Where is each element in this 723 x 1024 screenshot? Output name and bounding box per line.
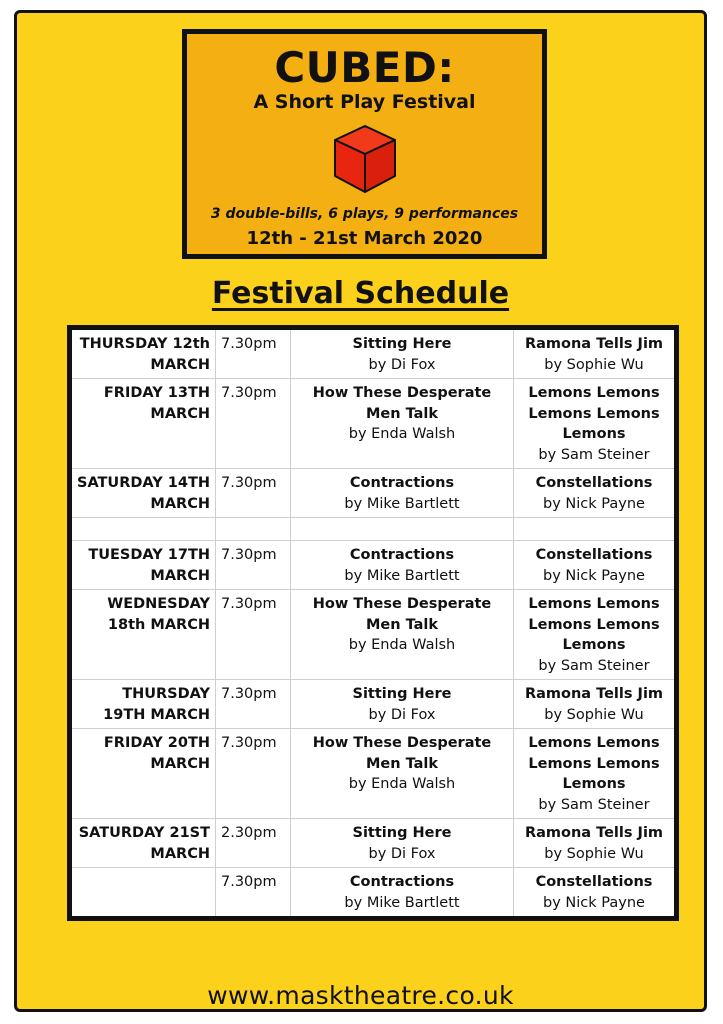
play-title: Contractions bbox=[349, 874, 455, 890]
play-title: Sitting Here bbox=[352, 686, 452, 702]
play-title: Constellations bbox=[535, 475, 653, 491]
day-cell: WEDNESDAY 18th MARCH bbox=[72, 590, 216, 680]
time-cell: 7.30pm bbox=[216, 868, 291, 917]
schedule-heading: Festival Schedule bbox=[211, 276, 510, 311]
day-cell bbox=[72, 518, 216, 541]
time-cell bbox=[216, 518, 291, 541]
play2-cell bbox=[514, 729, 675, 819]
play-author: by Sam Steiner bbox=[538, 657, 650, 674]
play1-cell bbox=[291, 680, 514, 729]
title-box bbox=[182, 29, 547, 259]
schedule-table bbox=[67, 325, 679, 921]
play1-cell bbox=[291, 518, 514, 541]
play-title: Sitting Here bbox=[352, 825, 452, 841]
day-cell: SATURDAY 14TH MARCH bbox=[72, 469, 216, 518]
play2-cell bbox=[514, 518, 675, 541]
day-cell: FRIDAY 20TH MARCH bbox=[72, 729, 216, 819]
day-cell: FRIDAY 13TH MARCH bbox=[72, 379, 216, 469]
table-row bbox=[72, 680, 674, 729]
play-title: How These Desperate Men Talk bbox=[312, 735, 492, 772]
play-author: by Sophie Wu bbox=[544, 845, 644, 862]
time-cell: 7.30pm bbox=[216, 729, 291, 819]
play2-cell bbox=[514, 590, 675, 680]
play-title: How These Desperate Men Talk bbox=[312, 596, 492, 633]
table-row bbox=[72, 819, 674, 868]
play2-cell bbox=[514, 469, 675, 518]
play-title: Lemons Lemons Lemons Lemons Lemons bbox=[528, 596, 660, 653]
play-author: by Mike Bartlett bbox=[344, 567, 460, 584]
play-title: Lemons Lemons Lemons Lemons Lemons bbox=[528, 735, 660, 792]
play1-cell bbox=[291, 469, 514, 518]
play-author: by Di Fox bbox=[368, 356, 436, 373]
play1-cell bbox=[291, 590, 514, 680]
festival-title: CUBED: bbox=[274, 43, 455, 92]
table-row bbox=[72, 469, 674, 518]
time-cell: 7.30pm bbox=[216, 469, 291, 518]
play-title: How These Desperate Men Talk bbox=[312, 385, 492, 422]
play-author: by Sophie Wu bbox=[544, 706, 644, 723]
play-title: Ramona Tells Jim bbox=[524, 336, 664, 352]
play1-cell bbox=[291, 729, 514, 819]
play1-cell bbox=[291, 330, 514, 379]
play-title: Constellations bbox=[535, 874, 653, 890]
play-author: by Mike Bartlett bbox=[344, 894, 460, 911]
day-cell: THURSDAY 12th MARCH bbox=[72, 330, 216, 379]
play2-cell bbox=[514, 379, 675, 469]
time-cell: 7.30pm bbox=[216, 330, 291, 379]
play-title: Contractions bbox=[349, 475, 455, 491]
play1-cell bbox=[291, 819, 514, 868]
time-cell: 7.30pm bbox=[216, 680, 291, 729]
play-author: by Di Fox bbox=[368, 706, 436, 723]
time-cell: 7.30pm bbox=[216, 541, 291, 590]
play-author: by Sophie Wu bbox=[544, 356, 644, 373]
play2-cell bbox=[514, 330, 675, 379]
table-row bbox=[72, 729, 674, 819]
day-cell: THURSDAY 19TH MARCH bbox=[72, 680, 216, 729]
play1-cell bbox=[291, 868, 514, 917]
website-link[interactable]: www.masktheatre.co.uk bbox=[207, 981, 514, 1010]
festival-tagline: 3 double-bills, 6 plays, 9 performances bbox=[210, 206, 519, 222]
table-row bbox=[72, 590, 674, 680]
festival-subtitle: A Short Play Festival bbox=[253, 91, 476, 113]
play-author: by Sam Steiner bbox=[538, 796, 650, 813]
table-row bbox=[72, 330, 674, 379]
play2-cell bbox=[514, 868, 675, 917]
play-author: by Enda Walsh bbox=[348, 776, 456, 792]
day-cell: SATURDAY 21ST MARCH bbox=[72, 819, 216, 868]
red-cube-icon bbox=[333, 124, 397, 194]
table-row-empty bbox=[72, 518, 674, 541]
play-title: Lemons Lemons Lemons Lemons Lemons bbox=[528, 385, 660, 442]
play-author: by Enda Walsh bbox=[348, 426, 456, 442]
play-author: by Nick Payne bbox=[543, 495, 645, 512]
table-row bbox=[72, 868, 674, 917]
play-title: Ramona Tells Jim bbox=[524, 825, 664, 841]
table-row bbox=[72, 541, 674, 590]
play-title: Constellations bbox=[535, 547, 653, 563]
day-cell bbox=[72, 868, 216, 917]
time-cell: 7.30pm bbox=[216, 379, 291, 469]
time-cell: 2.30pm bbox=[216, 819, 291, 868]
play-author: by Nick Payne bbox=[543, 894, 645, 911]
play-title: Ramona Tells Jim bbox=[524, 686, 664, 702]
play-author: by Sam Steiner bbox=[538, 446, 650, 463]
poster bbox=[14, 10, 707, 1012]
play-author: by Mike Bartlett bbox=[344, 495, 460, 512]
play2-cell bbox=[514, 680, 675, 729]
play-title: Contractions bbox=[349, 547, 455, 563]
festival-dates: 12th - 21st March 2020 bbox=[246, 228, 483, 249]
day-cell: TUESDAY 17TH MARCH bbox=[72, 541, 216, 590]
play2-cell bbox=[514, 819, 675, 868]
play1-cell bbox=[291, 541, 514, 590]
time-cell: 7.30pm bbox=[216, 590, 291, 680]
play1-cell bbox=[291, 379, 514, 469]
table-row bbox=[72, 379, 674, 469]
play-author: by Enda Walsh bbox=[348, 637, 456, 653]
play-title: Sitting Here bbox=[352, 336, 452, 352]
play-author: by Nick Payne bbox=[543, 567, 645, 584]
play2-cell bbox=[514, 541, 675, 590]
play-author: by Di Fox bbox=[368, 845, 436, 862]
